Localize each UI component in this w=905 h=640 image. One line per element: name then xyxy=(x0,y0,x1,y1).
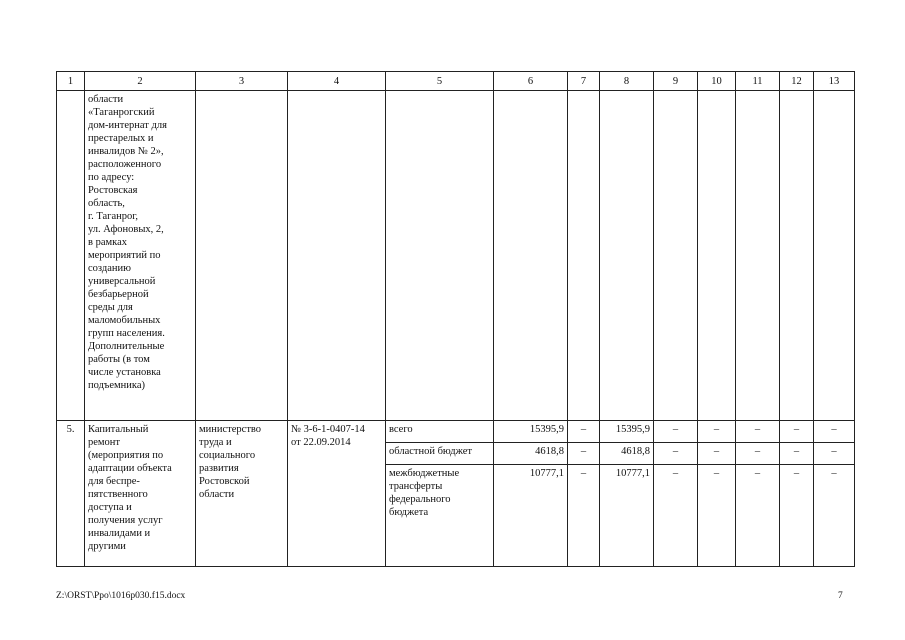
value-col10: – xyxy=(698,421,736,443)
row-number: 5. xyxy=(57,421,85,567)
header-cell: 10 xyxy=(698,72,736,91)
value-col8: 10777,1 xyxy=(600,465,654,567)
header-cell: 1 xyxy=(57,72,85,91)
value-col8: 4618,8 xyxy=(600,443,654,465)
value-col6: 15395,9 xyxy=(494,421,568,443)
header-cell: 9 xyxy=(654,72,698,91)
value-col12: – xyxy=(780,421,814,443)
header-cell: 8 xyxy=(600,72,654,91)
value-col12: – xyxy=(780,465,814,567)
value-col10: – xyxy=(698,443,736,465)
funding-source: областной бюджет xyxy=(386,443,494,465)
responsible-organization: министерство труда и социального развития Ростовской области xyxy=(196,421,288,567)
value-col13: – xyxy=(814,465,855,567)
header-cell: 11 xyxy=(736,72,780,91)
value-col12: – xyxy=(780,443,814,465)
header-cell: 6 xyxy=(494,72,568,91)
value-col7: – xyxy=(568,465,600,567)
file-path: Z:\ORST\Ppo\1016p030.f15.docx xyxy=(56,591,186,601)
value-col11: – xyxy=(736,465,780,567)
header-cell: 13 xyxy=(814,72,855,91)
funding-source: межбюджетные трансферты федерального бюджета xyxy=(386,465,494,567)
document-reference: № 3-6-1-0407-14 от 22.09.2014 xyxy=(288,421,386,567)
value-col10: – xyxy=(698,465,736,567)
value-col9: – xyxy=(654,421,698,443)
value-col11: – xyxy=(736,421,780,443)
budget-table xyxy=(56,71,855,567)
row-5-total xyxy=(57,421,855,443)
value-col9: – xyxy=(654,465,698,567)
header-cell: 5 xyxy=(386,72,494,91)
continued-description: области «Таганрогский дом-интернат для престарелых и инвалидов № 2», расположенного по адресу: Ростовская область, г. Таганрог, ул. Афоновых, 2, в рамках мероприятий по созданию универсальной безбарьерной среды для маломобильных групп населения. Дополнительные работы (в том числе установка подъемника) xyxy=(85,91,196,421)
funding-source: всего xyxy=(386,421,494,443)
value-col13: – xyxy=(814,421,855,443)
header-cell: 3 xyxy=(196,72,288,91)
header-cell: 2 xyxy=(85,72,196,91)
value-col13: – xyxy=(814,443,855,465)
value-col7: – xyxy=(568,421,600,443)
header-row xyxy=(57,72,855,91)
value-col6: 4618,8 xyxy=(494,443,568,465)
header-cell: 4 xyxy=(288,72,386,91)
value-col11: – xyxy=(736,443,780,465)
value-col7: – xyxy=(568,443,600,465)
header-cell: 7 xyxy=(568,72,600,91)
value-col6: 10777,1 xyxy=(494,465,568,567)
continued-row xyxy=(57,91,855,421)
project-name: Капитальный ремонт (мероприятия по адаптации объекта для беспре- пятственного доступа и получения услуг инвалидами и другими xyxy=(85,421,196,567)
value-col8: 15395,9 xyxy=(600,421,654,443)
value-col9: – xyxy=(654,443,698,465)
header-cell: 12 xyxy=(780,72,814,91)
page-number: 7 xyxy=(838,591,843,601)
